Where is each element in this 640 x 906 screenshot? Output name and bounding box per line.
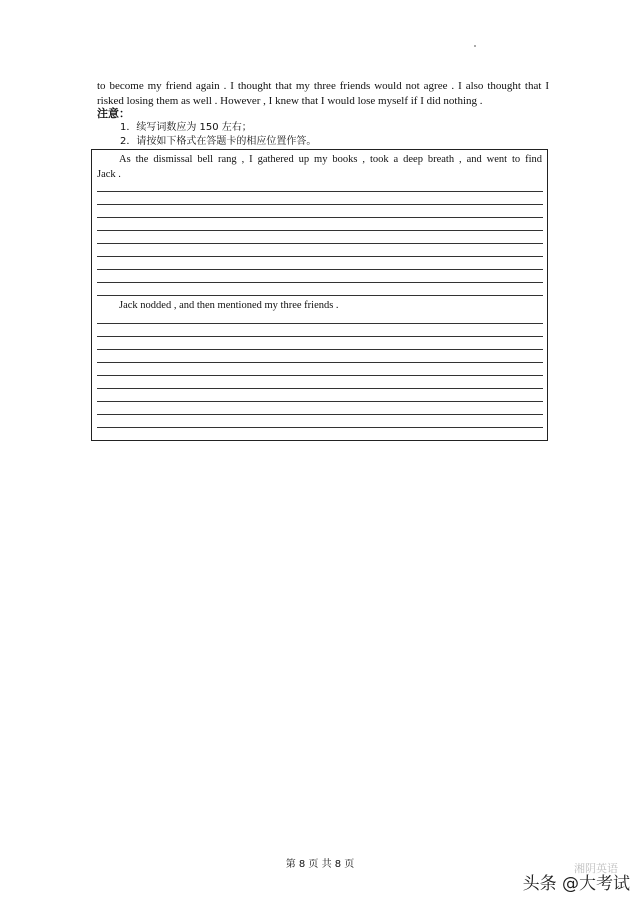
answer-para2: Jack nodded , and then mentioned my three friends . xyxy=(119,300,339,311)
speck xyxy=(474,45,476,47)
writing-line[interactable] xyxy=(97,282,543,283)
answer-para1-line2: Jack . xyxy=(97,169,121,180)
writing-line[interactable] xyxy=(97,362,543,363)
notice-item-2: 2．请按如下格式在答题卡的相应位置作答。 xyxy=(120,136,317,147)
notice-title: 注意： xyxy=(97,107,130,120)
passage-line-2: risked losing them as well . However , I knew that I would lose myself if I did nothing . xyxy=(97,95,483,107)
passage-line-1: to become my friend again . I thought that my three friends would not agree . I also thought that I xyxy=(97,80,549,92)
writing-line[interactable] xyxy=(97,323,543,324)
writing-line[interactable] xyxy=(97,375,543,376)
writing-line[interactable] xyxy=(97,243,543,244)
watermark: 头条 @大考试 xyxy=(522,874,630,894)
notice-item-1: 1．续写词数应为 150 左右； xyxy=(120,122,252,133)
page-number: 第 8 页 共 8 页 xyxy=(285,859,355,870)
writing-line[interactable] xyxy=(97,414,543,415)
writing-line[interactable] xyxy=(97,336,543,337)
writing-line[interactable] xyxy=(97,427,543,428)
writing-line[interactable] xyxy=(97,204,543,205)
answer-para1-line1: As the dismissal bell rang , I gathered up my books , took a deep breath , and went to find xyxy=(119,154,542,165)
writing-line[interactable] xyxy=(97,217,543,218)
answer-box xyxy=(91,149,548,441)
writing-line[interactable] xyxy=(97,401,543,402)
writing-line[interactable] xyxy=(97,191,543,192)
writing-line[interactable] xyxy=(97,256,543,257)
writing-line[interactable] xyxy=(97,388,543,389)
writing-line[interactable] xyxy=(97,230,543,231)
faint-watermark: 湘阴英语 xyxy=(574,862,618,875)
writing-line[interactable] xyxy=(97,349,543,350)
writing-line[interactable] xyxy=(97,295,543,296)
writing-line[interactable] xyxy=(97,269,543,270)
